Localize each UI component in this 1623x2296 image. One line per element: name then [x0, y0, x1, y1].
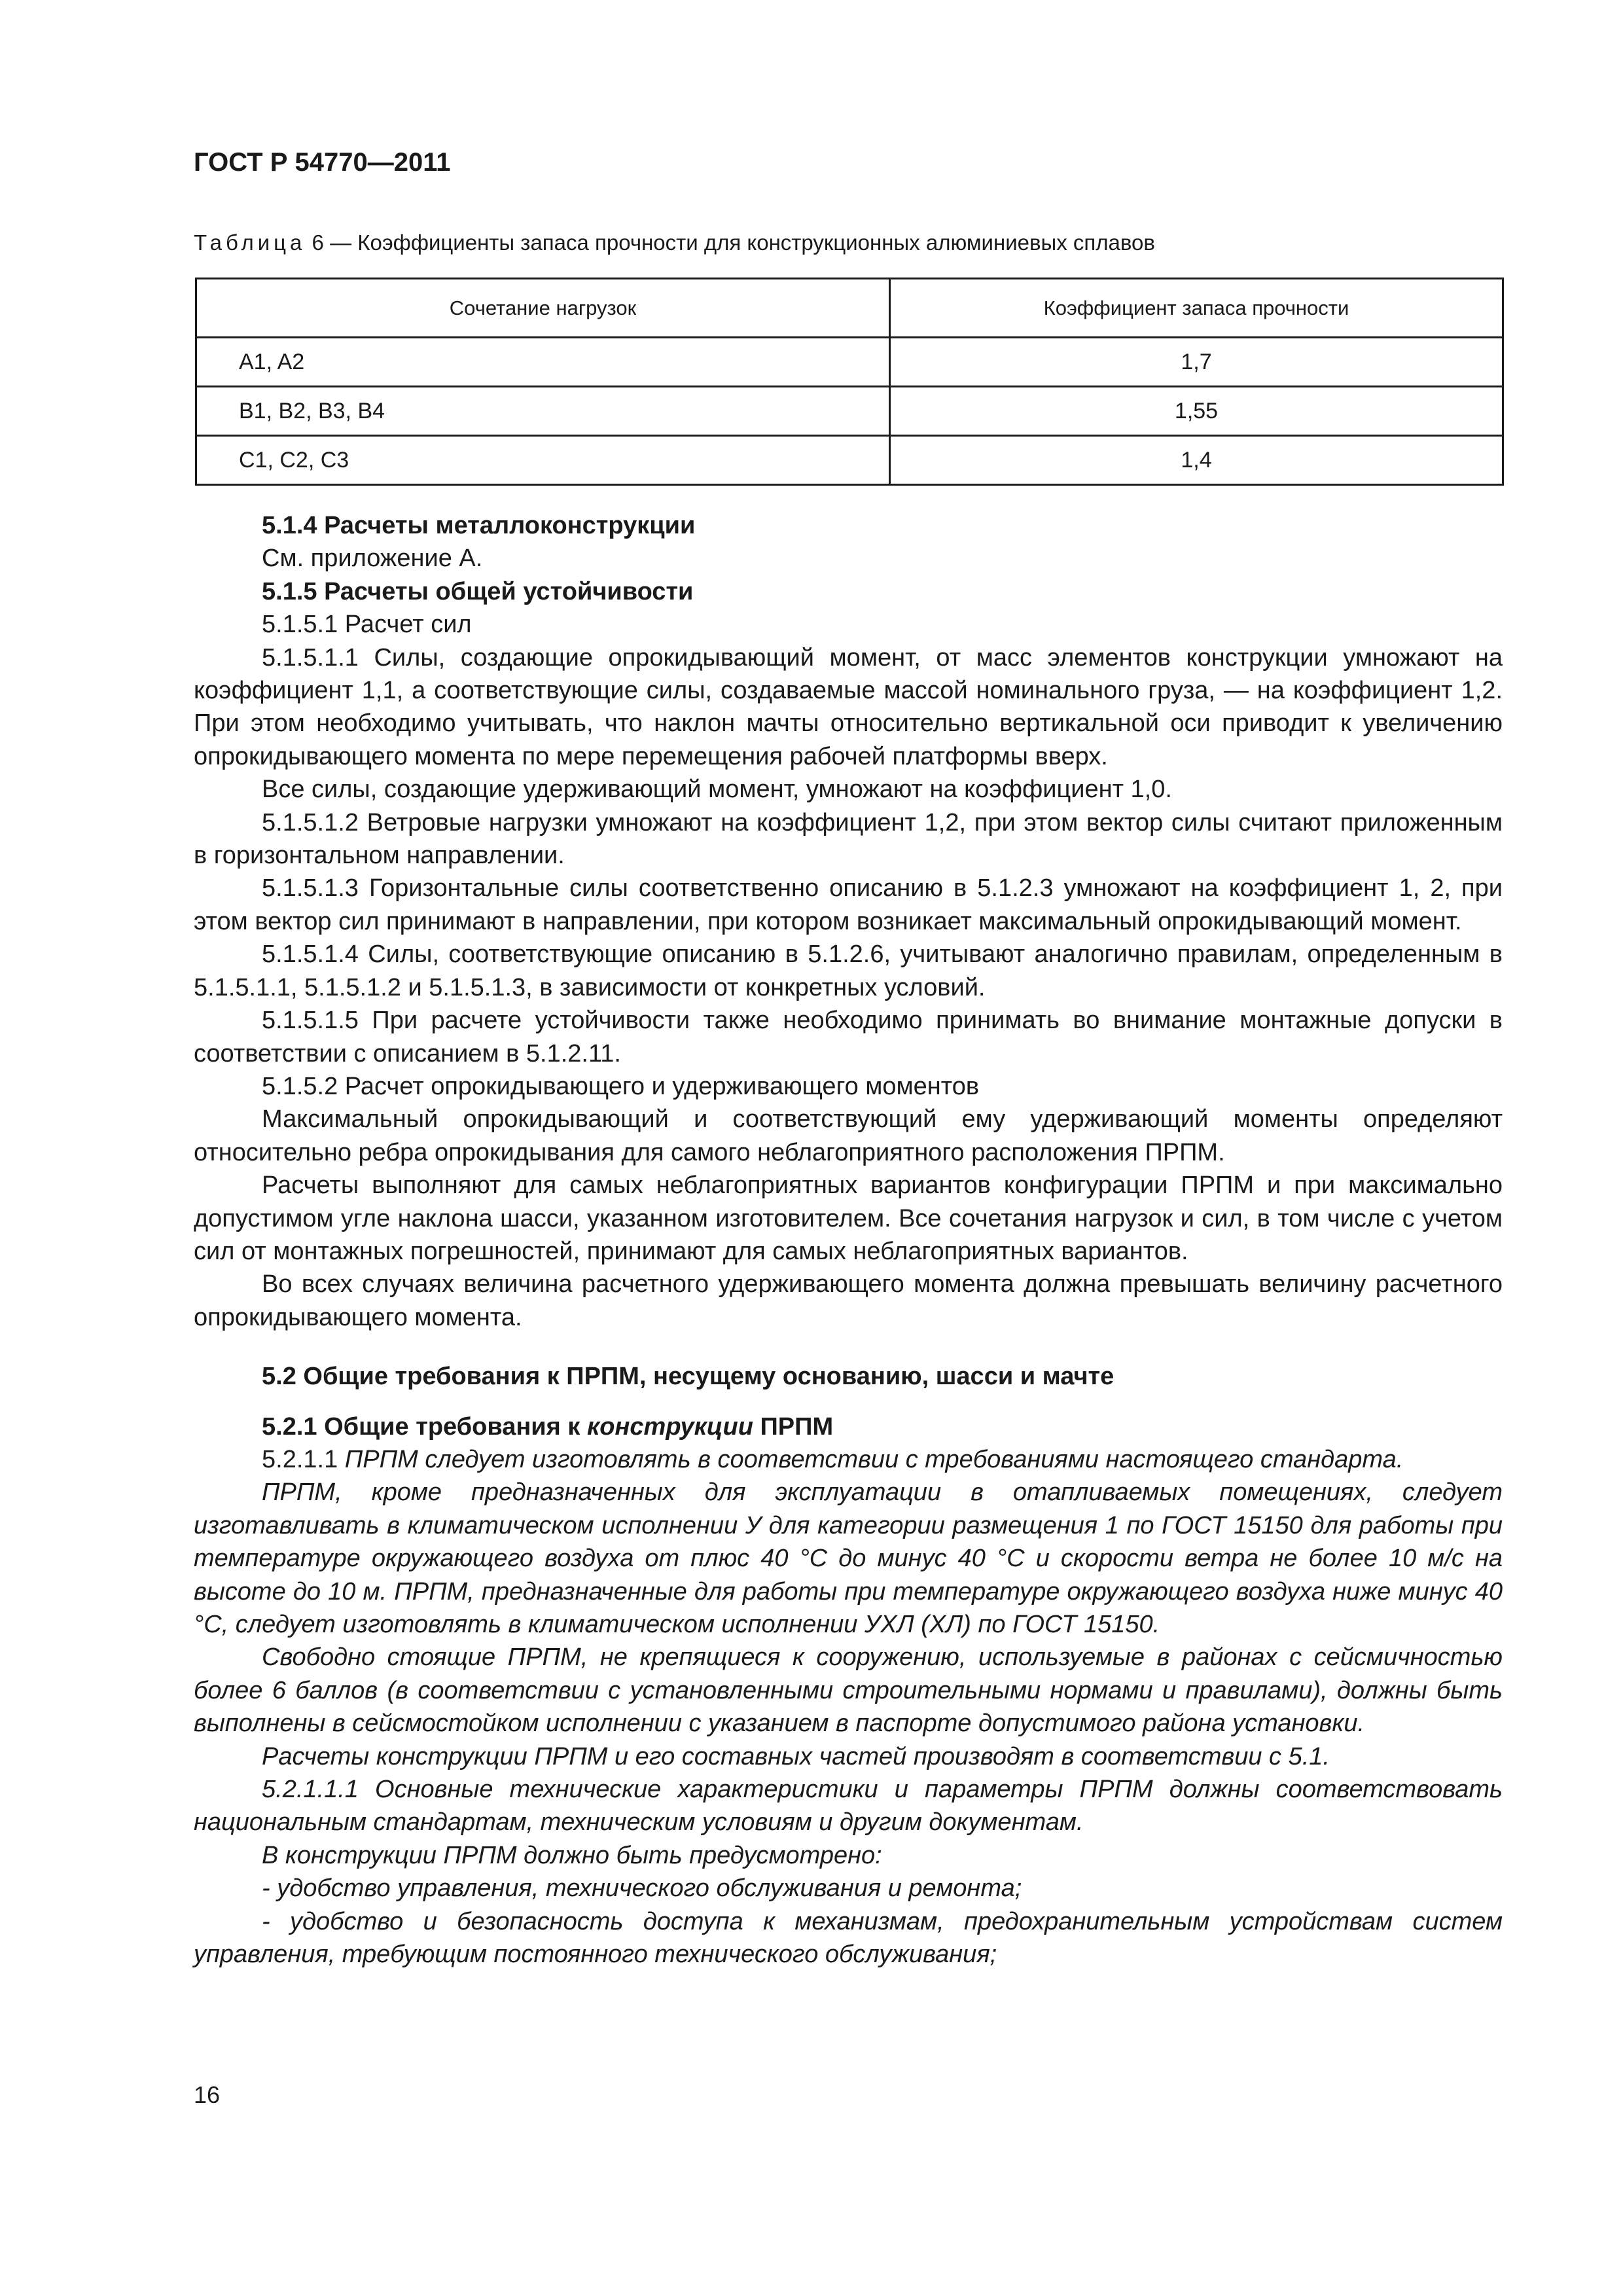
- table-header-row: [196, 279, 1503, 338]
- section-5-1-4-text: См. приложение А.: [262, 545, 483, 573]
- paragraph-all-cases: Во всех случаях величина расчетного удерживающего момента должна превышать величину расчетного опрокидывающего момента.: [194, 1270, 1503, 1331]
- document-body: [194, 509, 1503, 1971]
- section-5-2-1-heading-part2: ПРПМ: [753, 1412, 834, 1441]
- paragraph-5-1-5-1-5: 5.1.5.1.5 При расчете устойчивости также необходимо принимать во внимание монтажные допуски в соответствии с описанием в 5.1.2.11.: [194, 1007, 1503, 1067]
- table-cell-coef: 1,7: [890, 338, 1503, 387]
- section-5-2-1-heading-part1: 5.2.1 Общие требования к: [262, 1412, 587, 1441]
- paragraph-5-1-5-1-2: 5.1.5.1.2 Ветровые нагрузки умножают на коэффициент 1,2, при этом вектор силы считают приложенным в горизонтальном направлении.: [194, 808, 1503, 870]
- table-cell-coef: 1,4: [890, 436, 1503, 485]
- document-header: ГОСТ Р 54770—2011: [194, 148, 451, 177]
- table-caption: [194, 230, 1155, 255]
- paragraph-5-1-5-1-1: 5.1.5.1.1 Силы, создающие опрокидывающий момент, от масс элементов конструкции умножают на коэффициент 1,1, а соответствующие силы, создаваемые массой номинального груза, — на коэффициент 1,2. При этом необходимо учитывать, что наклон мачты относительно вертикальной оси приводит к увеличению опрокидывающего момента по мере перемещения рабочей платформы вверх.: [194, 643, 1503, 770]
- table-cell-load: C1, C2, C3: [196, 436, 890, 485]
- paragraph-seismic: Свободно стоящие ПРПМ, не крепящиеся к сооружению, используемые в районах с сейсмичностью более 6 баллов (в соответствии с установленными строительными нормами и правилами), должны быть выполнены в сейсмостойком исполнении с указанием в паспорте допустимого района установки.: [194, 1643, 1503, 1738]
- paragraph-all-forces: Все силы, создающие удерживающий момент, умножают на коэффициент 1,0.: [262, 776, 1172, 804]
- table-cell-load: A1, A2: [196, 338, 890, 387]
- section-5-2-heading: 5.2 Общие требования к ПРПМ, несущему основанию, шасси и мачте: [262, 1363, 1115, 1391]
- table-cell-coef: 1,55: [890, 387, 1503, 436]
- section-5-2-1-heading: [194, 1410, 1503, 1443]
- paragraph-5-1-5-1-4: 5.1.5.1.4 Силы, соответствующие описанию в 5.1.2.6, учитывают аналогично правилам, определенным в 5.1.5.1.1, 5.1.5.1.2 и 5.1.5.1.3, в зависимости от конкретных условий.: [194, 941, 1503, 1001]
- paragraph-design-provisions: В конструкции ПРПМ должно быть предусмотрено:: [262, 1841, 882, 1869]
- table-cell-load: B1, B2, B3, B4: [196, 387, 890, 436]
- section-5-1-5-heading: 5.1.5 Расчеты общей устойчивости: [262, 577, 694, 605]
- paragraph-calcs-ref: Расчеты конструкции ПРПМ и его составных частей производят в соответствии с 5.1.: [262, 1742, 1330, 1770]
- table-caption-label: Таблица: [194, 230, 306, 255]
- list-item: - удобство управления, технического обслуживания и ремонта;: [262, 1874, 1022, 1903]
- paragraph-max-moments: Максимальный опрокидывающий и соответствующий ему удерживающий моменты определяют относительно ребра опрокидывания для самого неблагоприятного расположения ПРПМ.: [194, 1105, 1503, 1166]
- paragraph-5-2-1-1-number: 5.2.1.1: [262, 1445, 345, 1473]
- section-5-2-1-heading-italic: конструкции: [586, 1412, 753, 1441]
- paragraph-5-2-1-1-text: ПРПМ следует изготовлять в соответствии с требованиями настоящего стандарта.: [344, 1445, 1404, 1473]
- safety-factor-table: [195, 278, 1504, 486]
- page-number: 16: [194, 2081, 221, 2108]
- paragraph-calculations: Расчеты выполняют для самых неблагоприятных вариантов конфигурации ПРПМ и при максимально допустимом угле наклона шасси, указанном изготовителем. Все сочетания нагрузок и сил, в том числе с учетом сил от монтажных погрешностей, принимают для самых неблагоприятных вариантов.: [194, 1172, 1503, 1265]
- paragraph-5-2-1-1-1: 5.2.1.1.1 Основные технические характеристики и параметры ПРПМ должны соответствовать национальным стандартам, техническим условиям и другим документам.: [194, 1776, 1503, 1837]
- section-5-1-5-1-heading: 5.1.5.1 Расчет сил: [262, 611, 472, 639]
- col-header-safety-factor: Коэффициент запаса прочности: [890, 279, 1503, 338]
- col-header-load-combination: Сочетание нагрузок: [196, 279, 890, 338]
- table-row: [196, 436, 1503, 485]
- paragraph-5-1-5-1-3: 5.1.5.1.3 Горизонтальные силы соответственно описанию в 5.1.2.3 умножают на коэффициент 1, 2, при этом вектор сил принимают в направлении, при котором возникает максимальный опрокидывающий момент.: [194, 874, 1503, 935]
- paragraph-climate: ПРПМ, кроме предназначенных для эксплуатации в отапливаемых помещениях, следует изготавливать в климатическом исполнении У для категории размещения 1 по ГОСТ 15150 для работы при температуре окружающего воздуха от плюс 40 °С до минус 40 °С и скорости ветра не более 10 м/с на высоте до 10 м. ПРПМ, предназначенные для работы при температуре окружающего воздуха ниже минус 40 °С, следует изготовлять в климатическом исполнении УХЛ (ХЛ) по ГОСТ 15150.: [194, 1479, 1503, 1638]
- list-item: - удобство и безопасность доступа к механизмам, предохранительным устройствам систем управления, требующим постоянного технического обслуживания;: [194, 1907, 1503, 1969]
- table-row: [196, 338, 1503, 387]
- section-5-1-5-2-heading: 5.1.5.2 Расчет опрокидывающего и удерживающего моментов: [262, 1072, 980, 1100]
- table-row: [196, 387, 1503, 436]
- section-5-1-4-heading: 5.1.4 Расчеты металлоконструкции: [262, 512, 696, 539]
- paragraph-5-2-1-1: [194, 1443, 1503, 1476]
- table-caption-text: 6 — Коэффициенты запаса прочности для конструкционных алюминиевых сплавов: [306, 230, 1155, 255]
